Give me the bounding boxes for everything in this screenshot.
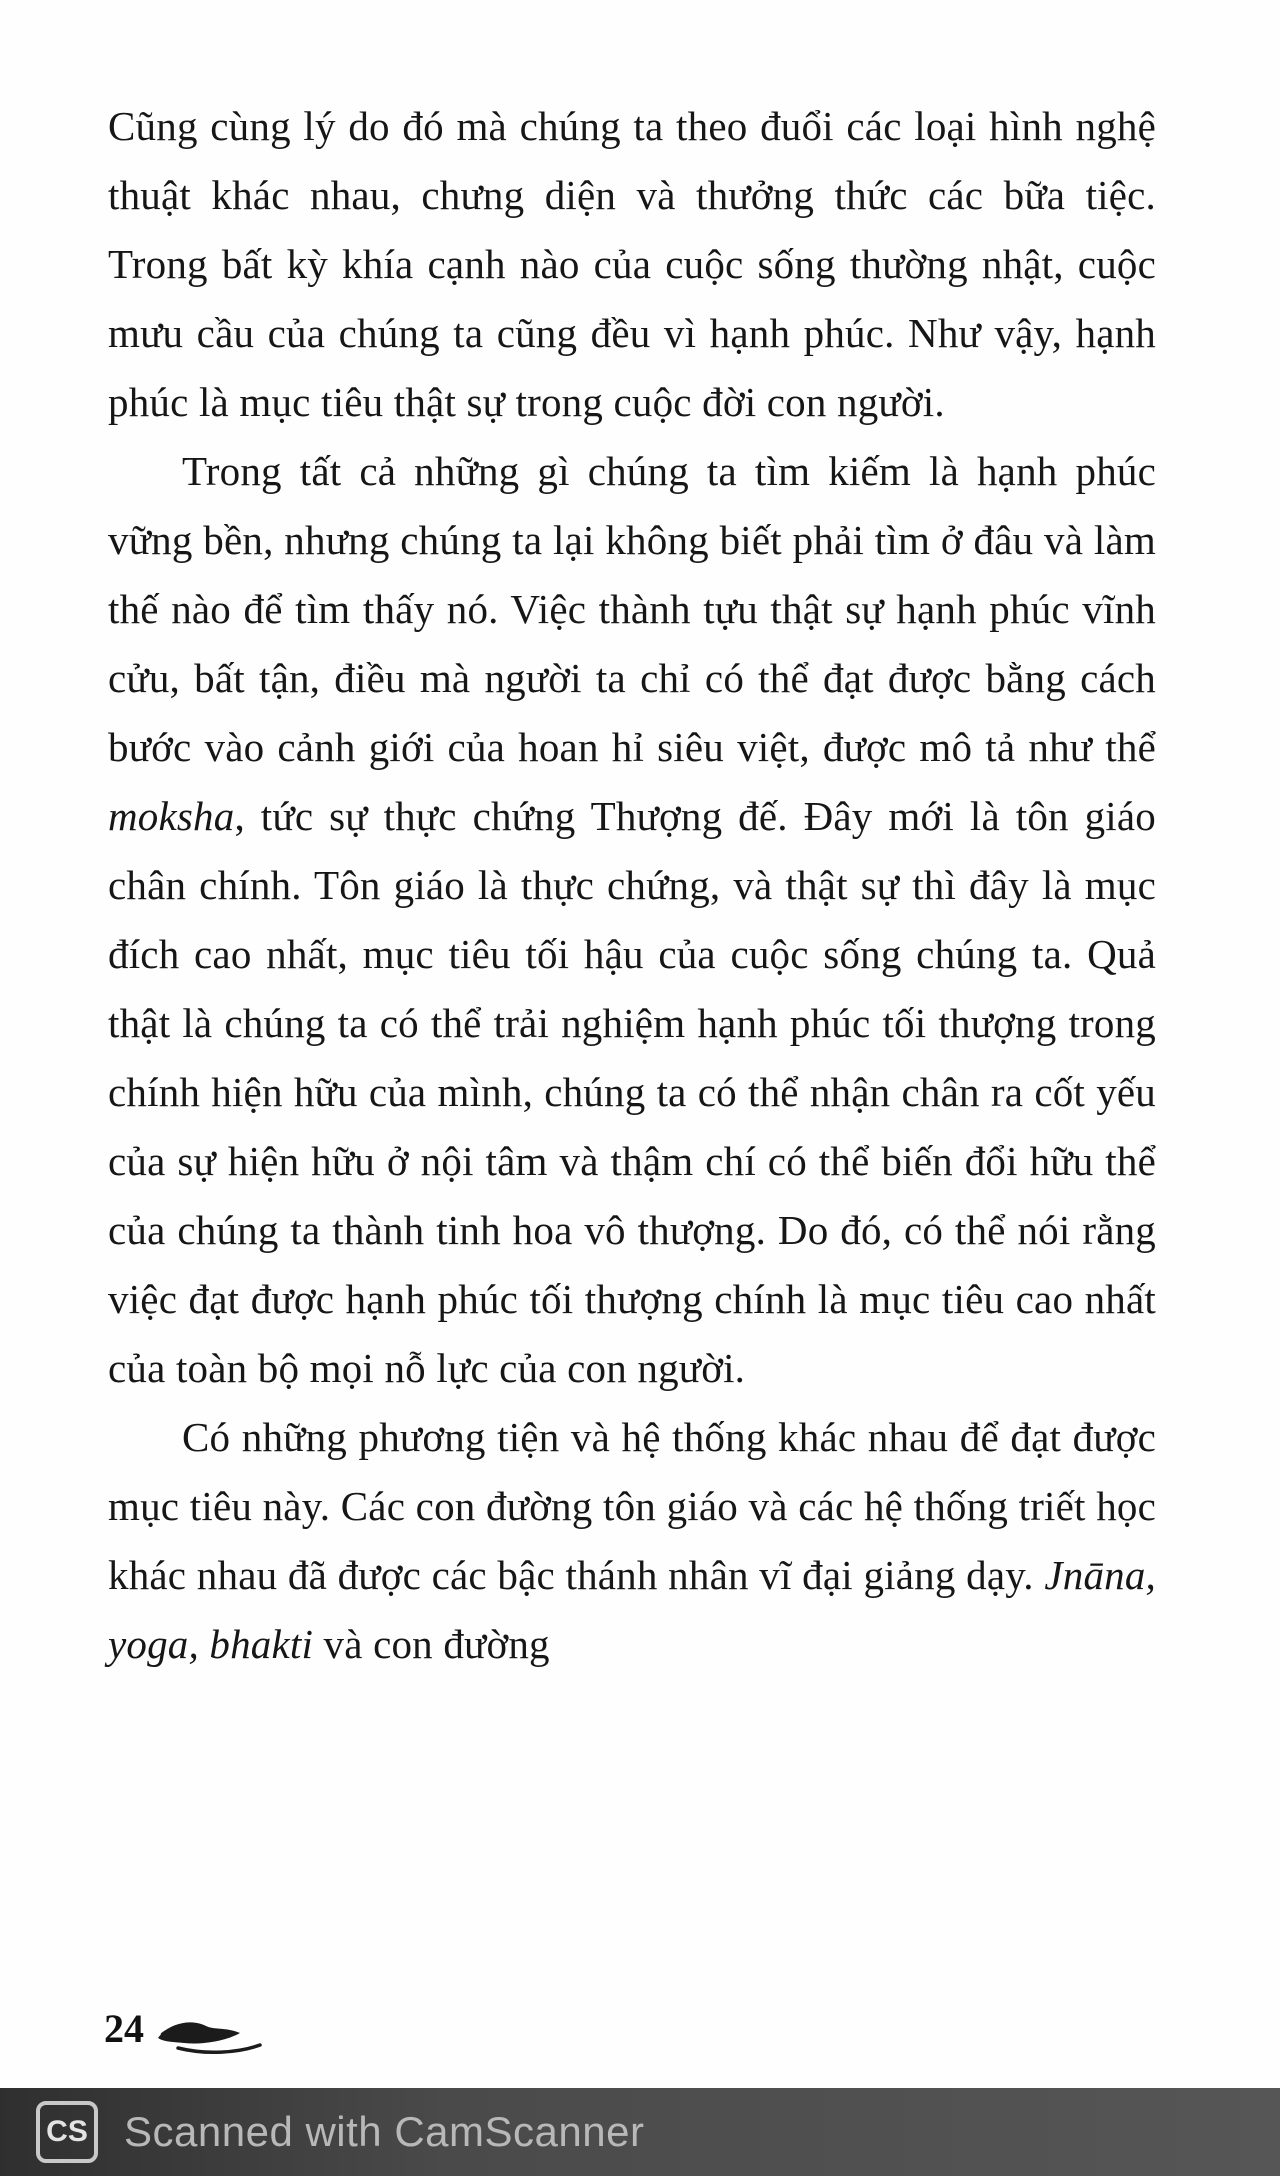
page-footer-row <box>104 1998 268 2058</box>
paragraph-text: , tức sự thực chứng Thượng đế. Đây mới là tôn giáo chân chính. Tôn giáo là thực chứng, và thật sự thì đây là mục đích cao nhất, mục tiêu tối hậu của cuộc sống chúng ta. Quả thật là chúng ta có thể trải nghiệm hạnh phúc tối thượng trong chính hiện hữu của mình, chúng ta có thể nhận chân ra cốt yếu của sự hiện hữu ở nội tâm và thậm chí có thể biến đổi hữu thể của chúng ta thành tinh hoa vô thượng. Do đó, có thể nói rằng việc đạt được hạnh phúc tối thượng chính là mục tiêu cao nhất của toàn bộ mọi nỗ lực của con người. <box>108 793 1156 1391</box>
paragraph <box>108 1403 1156 1679</box>
paragraph-text: Cũng cùng lý do đó mà chúng ta theo đuổi các loại hình nghệ thuật khác nhau, chưng diện và thưởng thức các bữa tiệc. Trong bất kỳ khía cạnh nào của cuộc sống thường nhật, cuộc mưu cầu của chúng ta cũng đều vì hạnh phúc. Như vậy, hạnh phúc là mục tiêu thật sự trong cuộc đời con người. <box>108 103 1156 425</box>
paragraph-text: Có những phương tiện và hệ thống khác nhau để đạt được mục tiêu này. Các con đường tôn giáo và các hệ thống triết học khác nhau đã được các bậc thánh nhân vĩ đại giảng dạy. <box>108 1414 1156 1598</box>
camscanner-logo-text: CS <box>46 2115 88 2148</box>
camscanner-watermark-bar <box>0 2088 1280 2176</box>
paragraph <box>108 437 1156 1403</box>
page-text-block <box>108 92 1156 1679</box>
paragraph-text: và con đường <box>313 1621 550 1667</box>
italic-term: Jnāna, yoga, bhakti <box>108 1552 1156 1667</box>
italic-term: moksha <box>108 793 235 839</box>
scribble-ornament-icon <box>148 2012 268 2058</box>
page-number: 24 <box>104 2005 144 2051</box>
paragraph-text: Trong tất cả những gì chúng ta tìm kiếm là hạnh phúc vững bền, nhưng chúng ta lại không biết phải tìm ở đâu và làm thế nào để tìm thấy nó. Việc thành tựu thật sự hạnh phúc vĩnh cửu, bất tận, điều mà người ta chỉ có thể đạt được bằng cách bước vào cảnh giới của hoan hỉ siêu việt, được mô tả như thể <box>108 448 1156 770</box>
camscanner-watermark-text: Scanned with CamScanner <box>124 2108 645 2155</box>
paragraph <box>108 92 1156 437</box>
camscanner-logo-icon <box>36 2101 98 2163</box>
